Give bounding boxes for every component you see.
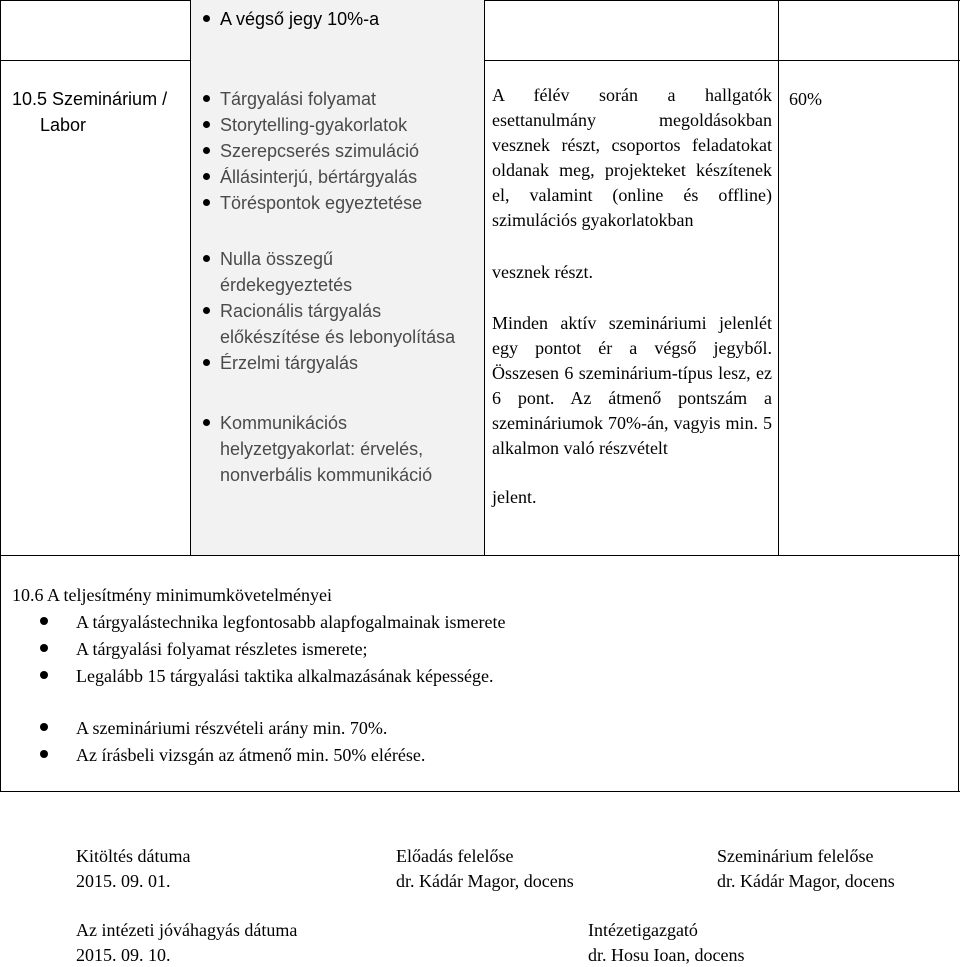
description-text-last-line: vesznek részt. (492, 262, 593, 282)
seminar-owner-label: Szeminárium felelőse (717, 846, 874, 866)
bullet-icon (40, 644, 48, 652)
description-text: A félév során a hallgatók esettanulmány megoldásokban vesznek részt, csoportos feladatokat oldanak meg, projekteket készítenek el, valamint (online és offline) szimulációs gyakorlatokban (492, 85, 772, 230)
topic-item-continuation: nonverbális kommunikáció (220, 465, 433, 485)
bullet-icon (203, 199, 210, 206)
col-divider-3 (778, 0, 779, 555)
requirement-item: A tárgyalási folyamat részletes ismerete; (76, 639, 368, 659)
topic-item-continuation: helyzetgyakorlat: érvelés, (220, 439, 424, 459)
requirement-item: A tárgyalástechnika legfontosabb alapfogalmainak ismerete (76, 612, 506, 632)
seminar-label-line2: Labor (40, 115, 87, 135)
approval-date: 2015. 09. 10. (76, 945, 171, 965)
requirement-item: Az írásbeli vizsgán az átmenő min. 50% elérése. (76, 745, 426, 765)
bullet-icon (40, 750, 48, 758)
lecture-owner-label: Előadás felelőse (396, 846, 514, 866)
bullet-icon (203, 255, 210, 262)
description-text: Minden aktív szemináriumi jelenlét egy pontot ér a végső jegyből. Összesen 6 szeminárium-típus lesz, ez 6 pont. Az átmenő pontszám a szemináriumok 70%-án, vagyis min. 5 alkalmon való részvételt (492, 313, 772, 458)
topic-item: Racionális tárgyalás (220, 301, 382, 321)
requirement-item: A szemináriumi részvételi arány min. 70%. (76, 718, 388, 738)
row-divider-2 (0, 555, 960, 556)
topic-item: Töréspontok egyeztetése (220, 193, 423, 213)
topic-item-continuation: előkészítése és lebonyolítása (220, 327, 456, 347)
director: dr. Hosu Ioan, docens (588, 945, 745, 965)
approval-date-label: Az intézeti jóváhagyás dátuma (76, 920, 298, 940)
topic-item: Kommunikációs (220, 413, 348, 433)
topic-item: Storytelling-gyakorlatok (220, 115, 408, 135)
col-divider-2 (484, 0, 485, 555)
requirements-heading: 10.6 A teljesítmény minimumkövetelményei (12, 585, 332, 605)
bullet-icon (203, 147, 210, 154)
topic-item-continuation: érdekegyeztetés (220, 275, 353, 295)
seminar-description-paragraph-1 (492, 83, 772, 233)
bullet-icon (40, 617, 48, 625)
topic-item: Tárgyalási folyamat (220, 89, 377, 109)
requirement-item: Legalább 15 tárgyalási taktika alkalmazásának képessége. (76, 666, 494, 686)
seminar-description-paragraph-2 (492, 311, 772, 461)
table-border-bottom (0, 791, 960, 792)
bullet-icon (203, 95, 210, 102)
description-text-last-line: jelent. (492, 487, 537, 507)
seminar-weight: 60% (789, 89, 822, 109)
director-label: Intézetigazgató (588, 920, 698, 940)
final-grade-note: A végső jegy 10%-a (220, 9, 380, 29)
bullet-icon (203, 359, 210, 366)
seminar-owner: dr. Kádár Magor, docens (717, 871, 895, 891)
topic-item: Érzelmi tárgyalás (220, 353, 359, 373)
lecture-owner: dr. Kádár Magor, docens (396, 871, 574, 891)
bullet-icon (203, 15, 210, 22)
fill-date: 2015. 09. 01. (76, 871, 171, 891)
table-border-left (0, 0, 1, 792)
bullet-icon (203, 419, 210, 426)
bullet-icon (203, 173, 210, 180)
topic-item: Szerepcserés szimuláció (220, 141, 420, 161)
bullet-icon (40, 723, 48, 731)
bullet-icon (203, 121, 210, 128)
fill-date-label: Kitöltés dátuma (76, 846, 191, 866)
topic-item: Nulla összegű (220, 249, 334, 269)
seminar-label-line1: 10.5 Szeminárium / (12, 89, 168, 109)
bullet-icon (203, 307, 210, 314)
topic-item: Állásinterjú, bértárgyalás (220, 167, 418, 187)
table-border-right (958, 0, 959, 792)
bullet-icon (40, 671, 48, 679)
